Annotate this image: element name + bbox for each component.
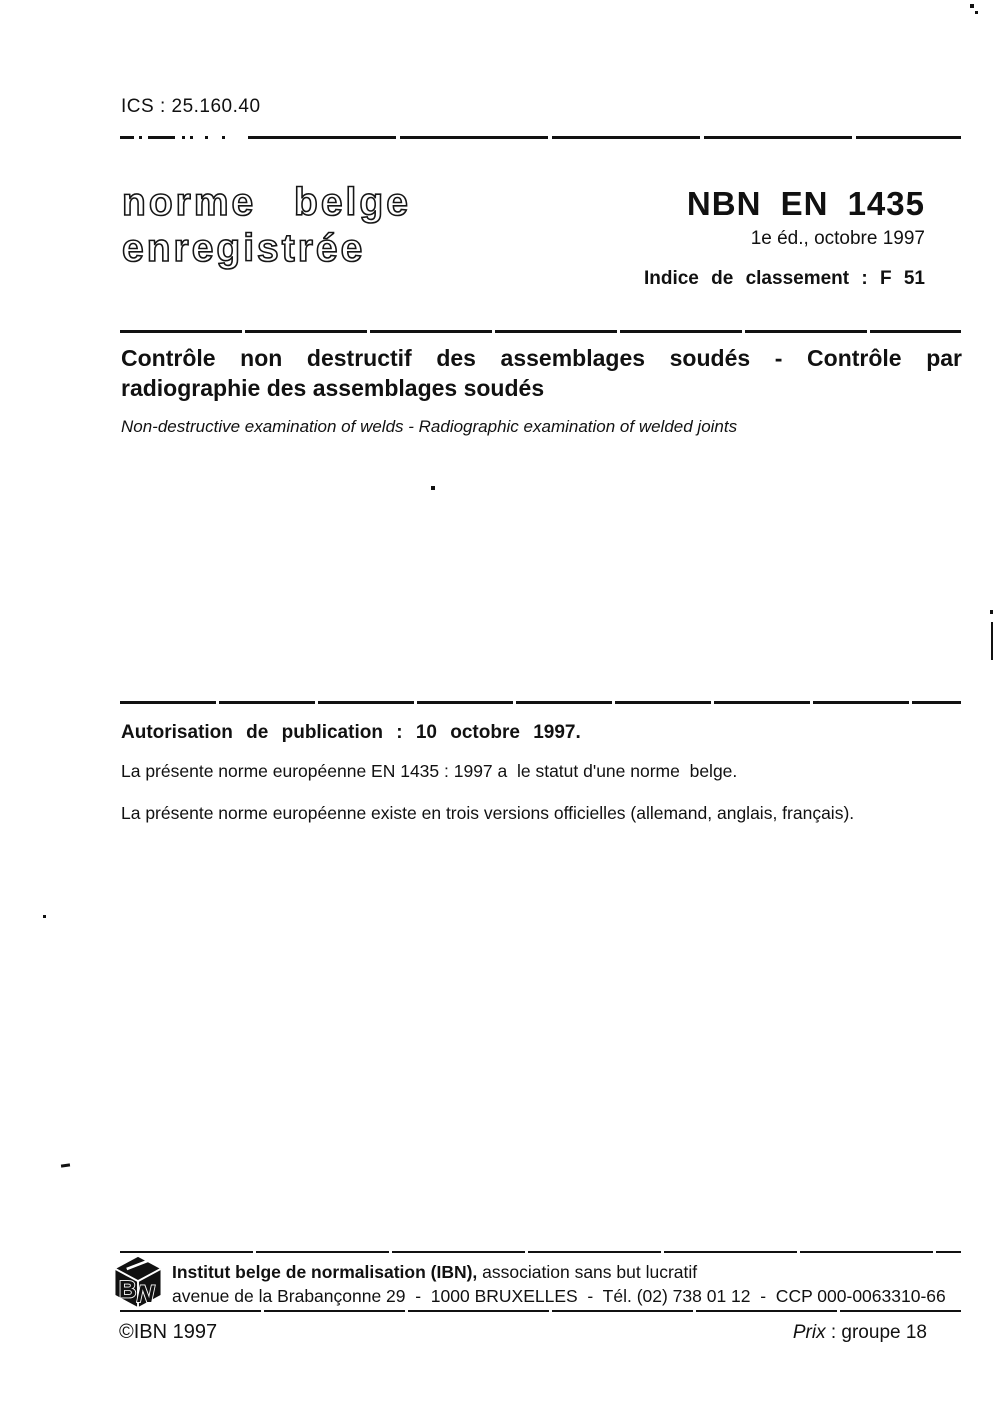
document-type-heading — [122, 180, 411, 272]
footer-top-rule — [120, 1251, 961, 1253]
publisher-name: Institut belge de normalisation (IBN), — [172, 1262, 478, 1282]
title-french-line2: radiographie des assemblages soudés — [121, 375, 545, 401]
header-rule — [120, 136, 961, 139]
authorization-rule — [120, 701, 961, 704]
publisher-descriptor: association sans but lucratif — [477, 1262, 698, 1282]
document-type-line1: norme belge — [122, 181, 411, 224]
standard-reference: NBN EN 1435 — [686, 185, 925, 222]
copyright-notice: ©IBN 1997 — [119, 1321, 218, 1343]
document-type-line2: enregistrée — [122, 227, 366, 270]
svg-text:B: B — [118, 1276, 137, 1304]
footer-bottom-rule — [120, 1310, 961, 1312]
edition-date: 1e éd., octobre 1997 — [750, 228, 925, 249]
price-value: : groupe 18 — [825, 1322, 927, 1343]
scan-artifact — [991, 622, 993, 660]
price-label: Prix — [792, 1322, 826, 1343]
title-french-line1: Contrôle non destructif des assemblages soudés - Contrôle par — [121, 345, 962, 371]
title-english: Non-destructive examination of welds - Radiographic examination of welded joints — [121, 417, 738, 436]
standard-reference-block — [644, 186, 925, 290]
status-note: La présente norme européenne EN 1435 : 1997 a le statut d'une norme belge. — [121, 761, 738, 781]
publisher-logo — [112, 1255, 164, 1314]
price-group — [793, 1322, 927, 1344]
ics-code: ICS : 25.160.40 — [121, 96, 261, 117]
versions-note: La présente norme européenne existe en trois versions officielles (allemand, anglais, français). — [121, 803, 855, 823]
scan-artifact — [61, 1163, 70, 1167]
authorization-line: Autorisation de publication : 10 octobre 1997. — [121, 722, 581, 743]
title-rule — [120, 330, 961, 333]
classification-index: Indice de classement : F 51 — [643, 268, 925, 289]
publisher-address: avenue de la Brabançonne 29 - 1000 BRUXELLES - Tél. (02) 738 01 12 - CCP 000-0063310-66 — [172, 1286, 946, 1306]
scan-artifact — [43, 915, 46, 918]
ibn-cube-logo — [112, 1255, 164, 1309]
scan-artifact — [990, 610, 993, 614]
scan-artifact — [975, 11, 978, 14]
title-french — [121, 343, 962, 403]
scan-artifact — [431, 486, 435, 490]
publisher-name-line — [172, 1262, 697, 1283]
svg-text:N: N — [134, 1281, 158, 1308]
scan-artifact — [970, 4, 974, 8]
